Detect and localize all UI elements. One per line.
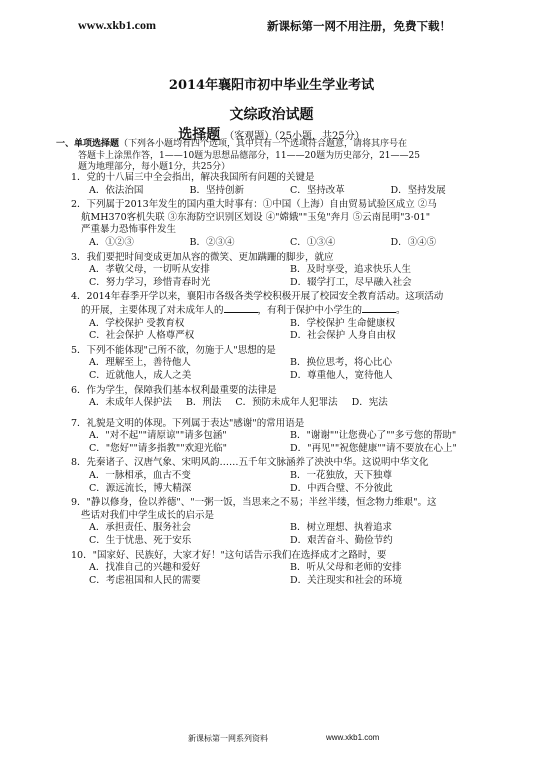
- option-b: B．及时享受，追求快乐人生: [290, 264, 411, 276]
- option-grid: [71, 357, 491, 382]
- option-c: C．源远流长，博大精深: [89, 482, 192, 494]
- option-d: D．中西合璧、不分彼此: [290, 482, 393, 494]
- answer-blank: [224, 304, 258, 313]
- question-stem: 5．下列不能体现"己所不欲，勿施于人"思想的是: [71, 344, 276, 356]
- option-d: D．关注现实和社会的环境: [290, 574, 403, 586]
- option-b: B．树立理想、执着追求: [290, 522, 392, 534]
- option-a: A．一脉相承，血古不变: [89, 470, 191, 482]
- option-row: [71, 237, 491, 250]
- option-c: C．坚持改革: [290, 184, 345, 196]
- footer-url: www.xkb1.com: [326, 733, 380, 742]
- section-note: （客观题）（25小题，共25分）: [224, 131, 365, 142]
- stem-part: 的开展，主要体现了对未成年人的: [81, 304, 224, 316]
- option-d: D．尊重他人，宽待他人: [290, 369, 393, 381]
- option-d: D．"再见""祝您健康""请不要放在心上": [290, 442, 457, 454]
- question-stem-line2: [71, 304, 491, 318]
- option-row: [71, 185, 491, 198]
- exam-title: 2014年襄阳市初中毕业生学业考试: [168, 78, 375, 93]
- option-a: A．找准自己的兴趣和爱好: [89, 562, 201, 574]
- option-a: A．依法治国: [89, 184, 144, 196]
- option-c: C．近就他人，成人之美: [89, 369, 192, 381]
- option-c: C．预防未成年人犯罪法: [235, 397, 338, 409]
- option-b: B．刑法: [185, 397, 222, 409]
- question-stem: 9．"静以修身，俭以养德"、"一粥一饭，当思来之不易；半丝半缕，恒念物力维艰"。这: [71, 497, 437, 509]
- option-d: D．③④⑤: [390, 236, 437, 248]
- header-slogan: 新课标第一网不用注册，免费下载！: [267, 19, 451, 33]
- question-2: [71, 199, 491, 249]
- option-grid: [71, 318, 491, 343]
- footer-label: 新课标第一网系列资料: [188, 734, 268, 743]
- option-a: A．学校保护 受教育权: [89, 317, 185, 329]
- option-a: A．孝敬父母，一切听从安排: [89, 264, 210, 276]
- question-8: [71, 457, 491, 495]
- question-4: [71, 291, 491, 342]
- option-d: D．宪法: [351, 397, 388, 409]
- question-9: [71, 497, 491, 547]
- option-grid: [71, 522, 491, 547]
- question-stem: 8．先秦诸子、汉唐气象、宋明风韵……五千年文脉涵养了泱泱中华。这说明中华文化: [71, 457, 429, 469]
- option-a: A．"对不起""请原谅""请多包涵": [89, 430, 227, 442]
- option-a: A．①②③: [89, 236, 134, 248]
- exam-subtitle: 文综政治试题: [229, 107, 314, 123]
- option-a: A．未成年人保护法: [89, 397, 172, 409]
- option-grid: [71, 264, 491, 289]
- option-c: C．考虑祖国和人民的需要: [89, 574, 201, 586]
- question-stem: 10．"国家好、民族好，大家才好！"这句话告示我们在选择成才之路时，要: [71, 549, 387, 561]
- option-d: D．社会保护 人身自由权: [290, 330, 396, 342]
- option-c: C．生于忧患、死于安乐: [89, 535, 192, 547]
- answer-blank: [362, 304, 396, 313]
- question-stem: 4．2014年春季开学以来，襄阳市各级各类学校积极开展了校园安全教育活动。这项活动: [71, 291, 444, 303]
- question-stem: 6．作为学生，保障我们基本权利最重要的法律是: [71, 384, 277, 396]
- question-1: [71, 172, 491, 197]
- instructions: [56, 139, 488, 174]
- instructions-heading: 一、单项选择题: [56, 139, 120, 149]
- question-stem-line3: 严重暴力恐怖事件发生: [81, 224, 177, 236]
- option-row: [71, 397, 491, 410]
- instructions-line2: 答题卡上涂黑作答，1——10题为思想品德部分，11——20题为历史部分，21——25: [78, 150, 420, 161]
- instructions-line1: （下列各小题均有四个选项，其中只有一个选项符合题意，请将其序号在: [119, 139, 408, 149]
- option-c: C．①③④: [290, 236, 336, 248]
- option-b: B．坚持创新: [189, 184, 244, 196]
- question-5: [71, 345, 491, 383]
- option-b: B．换位思考，将心比心: [290, 357, 392, 369]
- option-c: C．"您好""请多指教""欢迎光临": [89, 442, 227, 454]
- question-stem: 2．下列属于2013年发生的国内重大时事有：①中国（上海）自由贸易试验区成立 ②马: [71, 199, 437, 211]
- option-grid: [71, 430, 491, 455]
- option-b: B．"谢谢""让您费心了""多亏您的帮助": [290, 430, 457, 442]
- question-stem: 3．我们要把时间变成更加从容的微笑、更加蹒跚的脚步，就应: [71, 251, 334, 263]
- question-stem-line2: 航MH370客机失联 ③东海防空识别区划设 ④"嫦娥""玉兔"奔月 ⑤云南昆明"3·01": [81, 211, 431, 223]
- instructions-line3: 题为地理部分，每小题1分，共25分）: [78, 162, 231, 172]
- question-stem-line2: 些话对我们中学生成长的启示是: [81, 509, 215, 521]
- question-10: [71, 550, 491, 588]
- option-b: B．②③④: [189, 236, 235, 248]
- option-b: B．听从父母和老师的安排: [290, 562, 402, 574]
- question-stem: 1．党的十八届三中全会指出，解决我国所有问题的关键是: [71, 172, 315, 183]
- option-d: D．艰苦奋斗、勤俭节约: [290, 535, 393, 547]
- section-title: 选择题: [178, 127, 221, 143]
- option-c: C．社会保护 人格尊严权: [89, 330, 195, 342]
- question-7: [71, 418, 491, 456]
- option-d: D．坚持发展: [390, 184, 446, 196]
- question-3: [71, 252, 491, 290]
- question-list: [71, 172, 491, 589]
- option-a: A．理解至上，善待他人: [89, 357, 191, 369]
- option-grid: [71, 470, 491, 495]
- question-6: [71, 385, 491, 410]
- option-grid: [71, 562, 491, 587]
- option-d: D．辍学打工，尽早融入社会: [290, 276, 412, 288]
- option-b: B．学校保护 生命健康权: [290, 317, 396, 329]
- option-b: B．一花独放，天下独尊: [290, 470, 392, 482]
- option-a: A．承担责任、服务社会: [89, 522, 191, 534]
- stem-part: 。: [396, 304, 406, 316]
- page-header: [0, 18, 543, 38]
- stem-part: ，有利于保护中小学生的: [257, 304, 363, 316]
- option-c: C．努力学习，珍惜青春时光: [89, 276, 211, 288]
- question-stem: 7．礼貌是文明的体现。下列属于表达"感谢"的常用语是: [71, 417, 305, 429]
- site-url: www.xkb1.com: [78, 18, 157, 32]
